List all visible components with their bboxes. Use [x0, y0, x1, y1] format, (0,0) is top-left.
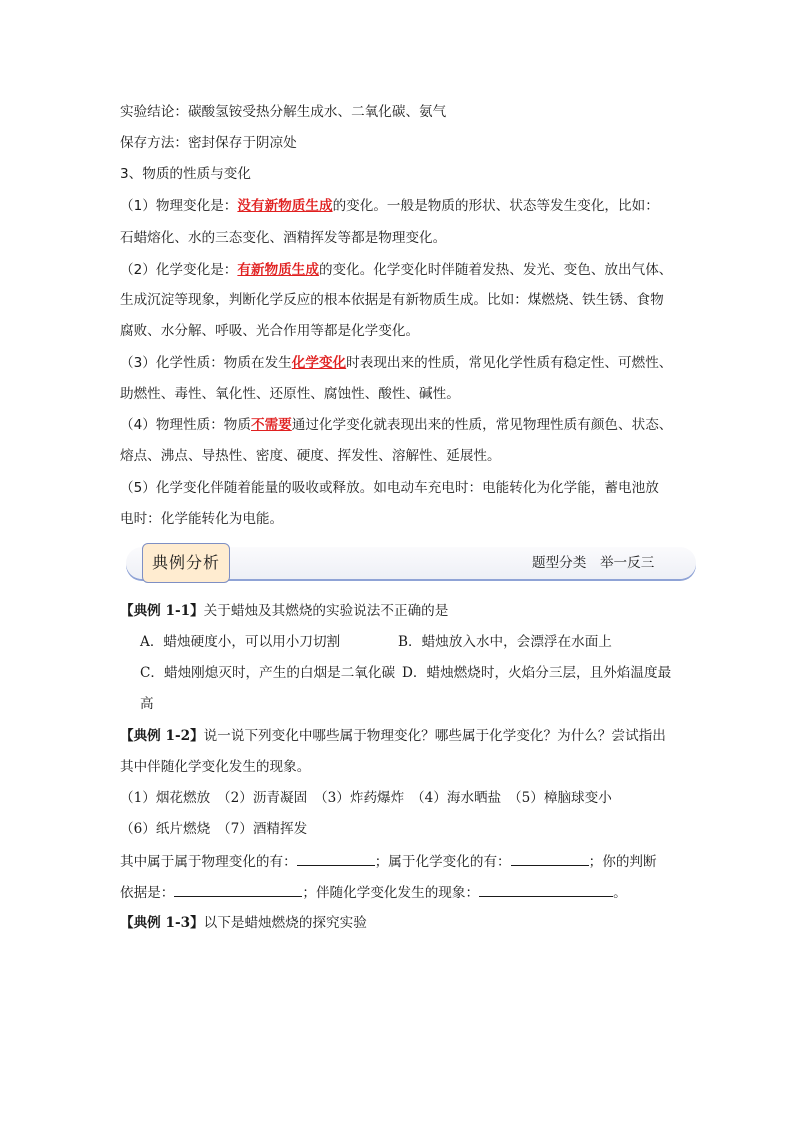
section-heading: 3、物质的性质与变化 — [120, 166, 251, 182]
energy-line-1: （5）化学变化伴随着能量的吸收或释放。如电动车充电时：电能转化为化学能，蓄电池放 — [120, 480, 659, 496]
fill-in-row-2 — [120, 882, 627, 903]
blank-physical-changes[interactable] — [297, 851, 375, 866]
option-a: A．蜡烛硬度小，可以用小刀切割 — [140, 634, 341, 650]
example-1-2-question-cont: 其中伴随化学变化发生的现象。 — [120, 759, 311, 775]
text: 其中属于属于物理变化的有： — [120, 854, 297, 870]
blank-judgment-basis[interactable] — [174, 882, 302, 897]
example-label: 【典例 1-3】 — [120, 915, 204, 931]
text: ；属于化学变化的有： — [374, 854, 511, 870]
example-label: 【典例 1-2】 — [120, 728, 204, 744]
text: （2）化学变化是： — [120, 262, 238, 278]
physical-property-line-2: 熔点、沸点、导热性、密度、硬度、挥发性、溶解性、延展性。 — [120, 448, 501, 464]
chemical-property-line-2: 助燃性、毒性、氧化性、还原性、腐蚀性、酸性、碱性。 — [120, 386, 460, 402]
text: 的变化。化学变化时伴随着发热、发光、变色、放出气体、 — [318, 262, 673, 278]
conclusion-line: 实验结论：碳酸氢铵受热分解生成水、二氧化碳、氨气 — [120, 104, 447, 120]
chemical-property-line-1 — [120, 353, 672, 373]
example-1-3-question — [120, 913, 367, 933]
text: ；你的判断 — [588, 854, 657, 870]
physical-property-line-1 — [120, 415, 672, 435]
chemical-change-line-3: 腐败、水分解、呼吸、光合作用等都是化学变化。 — [120, 323, 420, 339]
option-d: D．蜡烛燃烧时，火焰分三层，且外焰温度最 — [402, 665, 672, 681]
change-items-row-1: （1）烟花燃放 （2）沥青凝固 （3）炸药爆炸 （4）海水晒盐 （5）樟脑球变小 — [120, 790, 612, 806]
highlight-new-substance: 有新物质生成 — [237, 262, 319, 278]
text: （4）物理性质：物质 — [120, 417, 251, 433]
storage-line: 保存方法：密封保存于阴凉处 — [120, 135, 297, 151]
text: 通过化学变化就表现出来的性质，常见物理性质有颜色、状态、 — [291, 417, 673, 433]
highlight-not-needed: 不需要 — [251, 417, 292, 433]
physical-change-line-2: 石蜡熔化、水的三态变化、酒精挥发等都是物理变化。 — [120, 230, 447, 246]
example-1-2-question — [120, 726, 666, 746]
banner-tag: 典例分析 — [142, 543, 230, 583]
energy-line-2: 电时：化学能转化为电能。 — [120, 511, 284, 527]
highlight-no-new-substance: 没有新物质生成 — [237, 198, 333, 214]
text: 。 — [613, 885, 627, 901]
highlight-chemical-change: 化学变化 — [291, 355, 347, 371]
chemical-change-line-2: 生成沉淀等现象，判断化学反应的根本依据是有新物质生成。比如：煤燃烧、铁生锈、食物 — [120, 292, 664, 308]
fill-in-row-1 — [120, 851, 657, 872]
change-items-row-2: （6）纸片燃烧 （7）酒精挥发 — [120, 821, 308, 837]
text: 时表现出来的性质，常见化学性质有稳定性、可燃性、 — [346, 355, 673, 371]
text: 依据是： — [120, 885, 175, 901]
example-1-1-question — [120, 601, 448, 621]
physical-change-line-1 — [120, 196, 659, 216]
option-d-continued: 高 — [140, 696, 154, 712]
question-text: 以下是蜡烛燃烧的探究实验 — [203, 915, 367, 931]
chemical-change-line-1 — [120, 260, 672, 280]
question-text: 说一说下列变化中哪些属于物理变化？哪些属于化学变化？为什么？尝试指出 — [203, 728, 666, 744]
option-c: C．蜡烛刚熄灭时，产生的白烟是二氧化碳 — [140, 665, 396, 681]
blank-phenomena[interactable] — [479, 882, 613, 897]
option-b: B．蜡烛放入水中，会漂浮在水面上 — [398, 634, 612, 650]
blank-chemical-changes[interactable] — [511, 851, 589, 866]
example-label: 【典例 1-1】 — [120, 603, 204, 619]
text: （3）化学性质：物质在发生 — [120, 355, 292, 371]
text: （1）物理变化是： — [120, 198, 238, 214]
text: 的变化。一般是物质的形状、状态等发生变化，比如： — [332, 198, 659, 214]
question-text: 关于蜡烛及其燃烧的实验说法不正确的是 — [203, 603, 449, 619]
banner-subtitle: 题型分类 举一反三 — [532, 555, 655, 571]
text: ；伴随化学变化发生的现象： — [302, 885, 480, 901]
